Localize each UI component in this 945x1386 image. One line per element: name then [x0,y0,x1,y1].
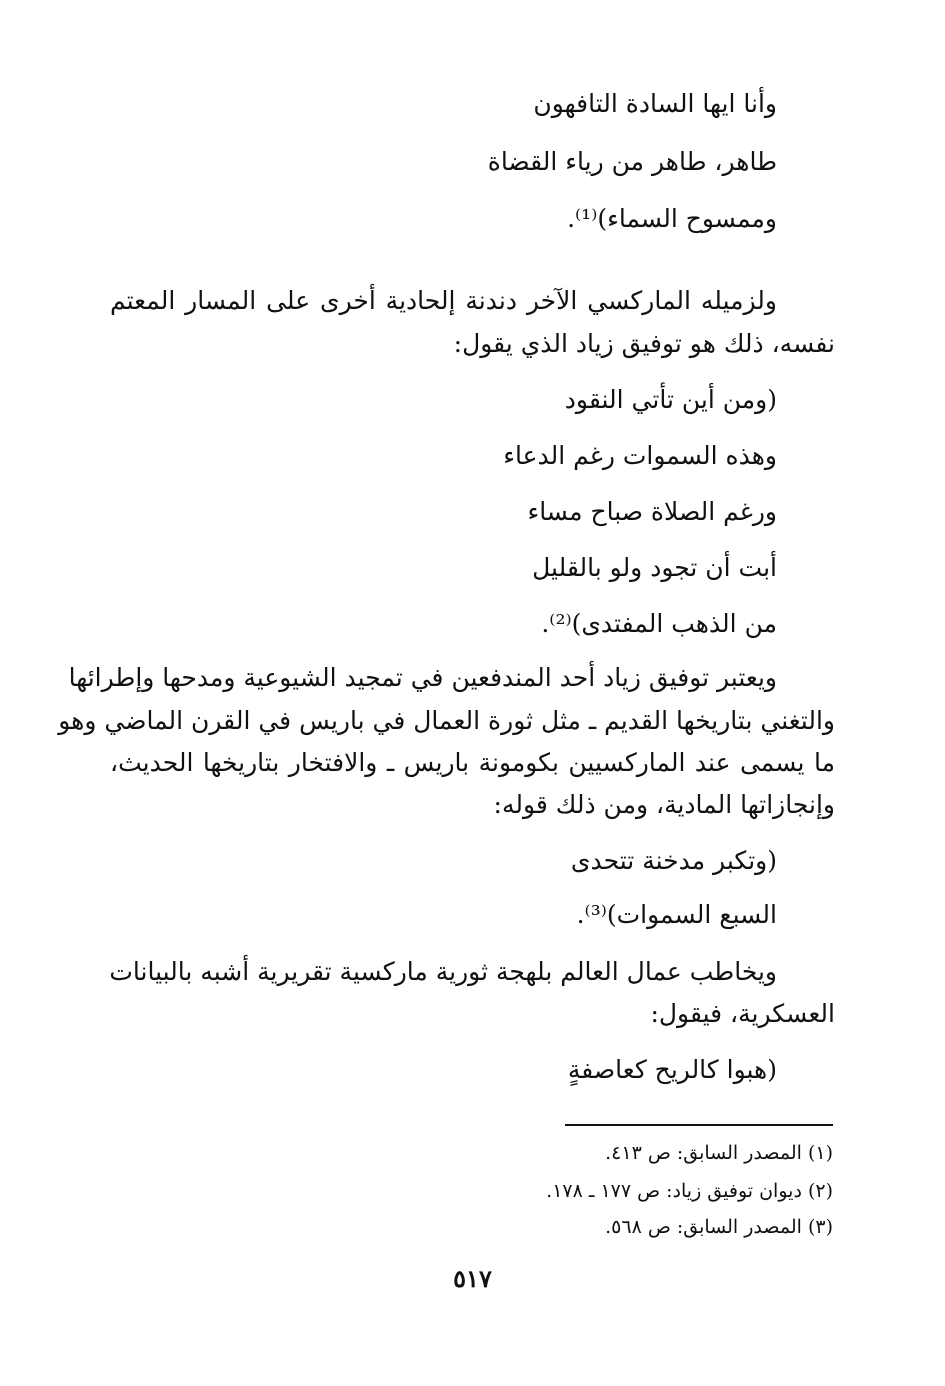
paragraph-line: ولزميله الماركسي الآخر دندنة إلحادية أخرى على المسار المعتم [110,286,777,315]
verse-line: وهذه السموات رغم الدعاء [503,441,777,470]
paragraph-line: نفسه، ذلك هو توفيق زياد الذي يقول: [453,329,835,358]
page-number: ٥١٧ [453,1264,492,1293]
verse-line: وممسوح السماء)⁽¹⁾. [567,204,777,233]
footnote: (١) المصدر السابق: ص ٤١٣. [605,1142,833,1164]
verse-line: أبت أن تجود ولو بالقليل [532,553,777,582]
footnote: (٣) المصدر السابق: ص ٥٦٨. [605,1216,833,1238]
verse-line: (هبوا كالريح كعاصفةٍ [567,1055,777,1084]
verse-line: طاهر، طاهر من رياء القضاة [487,147,777,176]
verse-line: (وتكبر مدخنة تتحدى [570,846,777,875]
verse-line: السبع السموات)⁽³⁾. [576,900,777,929]
paragraph-line: ما يسمى عند الماركسيين بكومونة باريس ـ والافتخار بتاريخها الحديث، [110,748,835,777]
verse-line: من الذهب المفتدى)⁽²⁾. [541,609,777,638]
footnote: (٢) ديوان توفيق زياد: ص ١٧٧ ـ ١٧٨. [546,1180,833,1202]
verse-line: (ومن أين تأتي النقود [564,385,777,414]
paragraph-line: والتغني بتاريخها القديم ـ مثل ثورة العمال في باريس في القرن الماضي وهو [58,706,835,735]
paragraph-line: وإنجازاتها المادية، ومن ذلك قوله: [493,790,835,819]
verse-line: وأنا ايها السادة التافهون [533,89,777,118]
paragraph-line: العسكرية، فيقول: [650,999,835,1028]
verse-line: ورغم الصلاة صباح مساء [527,497,777,526]
paragraph-line: ويخاطب عمال العالم بلهجة ثورية ماركسية تقريرية أشبه بالبيانات [109,957,777,986]
paragraph-line: ويعتبر توفيق زياد أحد المندفعين في تمجيد الشيوعية ومدحها وإطرائها [68,663,777,692]
footnote-separator [565,1124,833,1126]
